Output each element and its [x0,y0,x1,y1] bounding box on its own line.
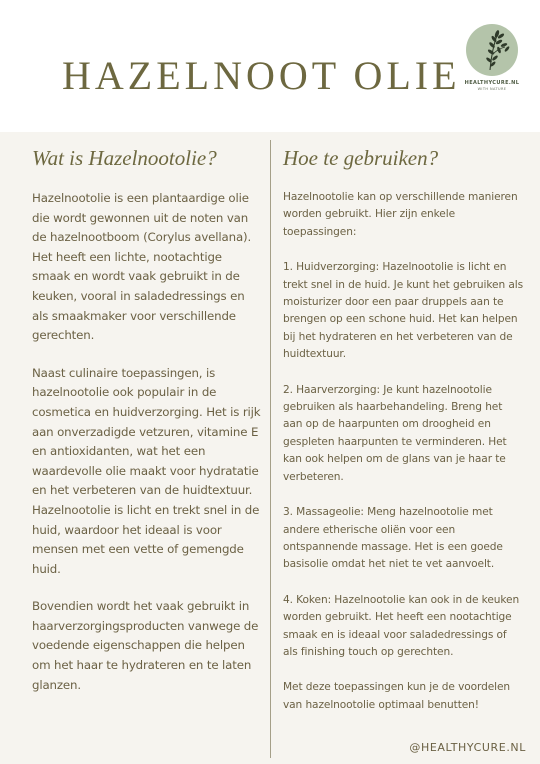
left-column [32,146,262,713]
logo-tagline: WITH NATURE [477,87,507,91]
right-heading: Hoe te gebruiken? [283,146,439,170]
content-area [0,132,540,764]
social-handle: @HEALTHYCURE.NL [409,741,526,754]
column-divider [270,140,271,758]
logo-badge [466,24,518,76]
left-paragraph: Hazelnootolie is een plantaardige olie die wordt gewonnen uit de noten van de hazelnootboom (Corylus avellana). Het heeft een lichte, nootachtige smaak en wordt vaak gebruikt in de keuken, vooral in saladedressings en als smaakmaker voor verschillende gerechten. [32,191,252,343]
header [0,0,540,132]
logo-brand-name: HEALTHYCURE.NL [464,80,520,86]
left-heading: Wat is Hazelnootolie? [32,146,217,170]
brand-logo [464,24,520,100]
page-title: HAZELNOOT OLIE [62,53,461,98]
right-paragraph: Met deze toepassingen kun je de voordelen van hazelnootolie optimaal benutten! [283,681,511,711]
right-column [283,146,523,732]
left-paragraph: Bovendien wordt het vaak gebruikt in haarverzorgingsproducten vanwege de voedende eigenschappen die helpen om het haar te hydrateren en te laten glanzen. [32,599,259,692]
right-paragraph: Hazelnootolie kan op verschillende manieren worden gebruikt. Hier zijn enkele toepassingen: [283,191,518,238]
right-paragraph: 3. Massageolie: Meng hazelnootolie met andere etherische oliën voor een ontspannende massage. Het is een goede basisolie omdat het niet te vet aanvoelt. [283,506,503,571]
right-paragraph: 1. Huidverzorging: Hazelnootolie is licht en trekt snel in de huid. Je kunt het gebruiken als moisturizer door een paar druppels aan te brengen op een schone huid. Het kan helpen bij het hydrateren en het verbeteren van de huidtextuur. [283,261,523,361]
olive-branch-icon [466,24,518,76]
right-paragraph: 2. Haarverzorging: Je kunt hazelnootolie gebruiken als haarbehandeling. Breng het aan op de haarpunten om droogheid en gespleten haarpunten te verminderen. Het kan ook helpen om de glans van je haar te verbeteren. [283,383,507,483]
right-paragraph: 4. Koken: Hazelnootolie kan ook in de keuken worden gebruikt. Het heeft een nootachtige smaak en is ideaal voor saladedressings of als finishing touch op gerechten. [283,593,520,658]
left-paragraph: Naast culinaire toepassingen, is hazelnootolie ook populair in de cosmetica en huidverzorging. Het is rijk aan onverzadigde vetzuren, vitamine E en antioxidanten, wat het een waardevolle olie maakt voor hydratatie en het verbeteren van de huidtextuur. Hazelnootolie is licht en trekt snel in de huid, waardoor het ideaal is voor mensen met een vette of gemengde huid. [32,365,261,576]
